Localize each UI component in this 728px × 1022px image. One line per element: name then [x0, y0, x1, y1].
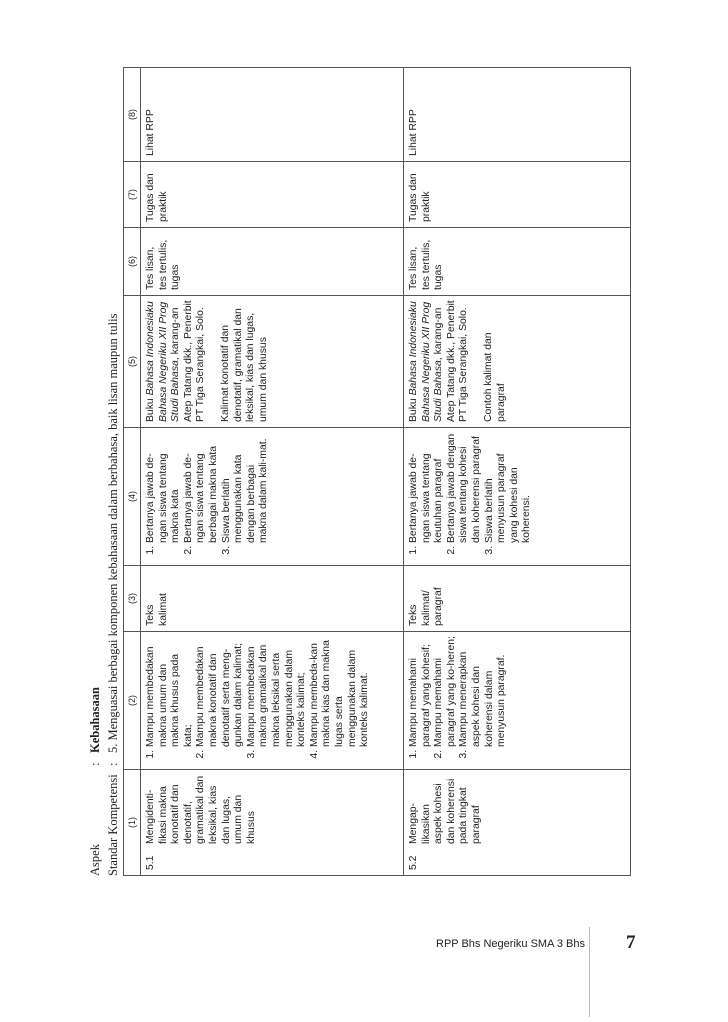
- kegiatan-item: 1. Bertanya jawab de-ngan siswa tentang makna kata: [145, 432, 183, 543]
- sumber-book-prefix: Buku: [408, 395, 419, 422]
- aspek-colon: :: [88, 762, 102, 766]
- page-number: 7: [626, 932, 636, 953]
- indikator-item: 3. Mampu membedakan makna gramatikal dan makna leksikal serta menggunakan dalam konteks kalimat;: [246, 636, 309, 747]
- column-number-row: [124, 68, 141, 876]
- kegiatan-item: 2. Bertanya jawab de-ngan siswa tentang berbagai makna kata: [183, 432, 221, 543]
- penilaian-cell: Tes lisan, tes tertulis, tugas: [141, 228, 404, 296]
- silabus-table: [123, 67, 631, 876]
- aspek-label: Aspek: [88, 844, 102, 876]
- standar-kompetensi-value: 5. Menguasai berbagai komponen kebahasaan dalam berbahasa, baik lisan maupun tulis: [106, 313, 120, 753]
- materi-cell: Teks kalimat/ paragraf: [404, 566, 631, 632]
- sumber-book: [145, 300, 208, 422]
- rotated-page-content: [85, 68, 593, 876]
- column-number: (3): [124, 566, 141, 632]
- indikator-item: 1. Mampu membedakan makna umum dan makna khusus pada kata;: [145, 636, 195, 747]
- column-number: (5): [124, 296, 141, 428]
- kegiatan-cell: [141, 428, 404, 566]
- kompetensi-dasar-cell: [141, 770, 404, 876]
- column-number: (6): [124, 228, 141, 296]
- indikator-item: 2. Mampu membedakan makna konotatif dan denotatif serta meng-gunkan dalam kalimat;: [195, 636, 245, 747]
- standar-kompetensi-colon: :: [106, 762, 120, 766]
- indikator-item: 1. Mampu memahami paragraf yang kohesif;: [408, 636, 433, 747]
- kd-number: 5.2: [408, 855, 419, 870]
- kd-text: Mengap-likasikan aspek kohesi dan koherensi pada tingkat paragraf: [408, 778, 482, 844]
- kd-number: 5.1: [145, 855, 156, 870]
- aspek-line: [85, 68, 105, 876]
- sumber-extra: Contoh kalimat dan paragraf: [482, 332, 507, 422]
- column-number: (1): [124, 770, 141, 876]
- table-row: [141, 68, 404, 876]
- standar-kompetensi-label: Standar Kompetensi: [106, 774, 120, 876]
- kegiatan-item: 1. Bertanya jawab de-ngan siswa tentang keutuhan paragraf: [408, 432, 446, 543]
- indikator-cell: [404, 632, 631, 770]
- sumber-book: [408, 300, 471, 422]
- kd-text: Mengidenti-fikasi makna konotatif dan denotatif, gramatikal dan leksikal, kias dan lugas, umum dan khusus: [145, 775, 257, 844]
- aspek-value: Kebahasaan: [88, 687, 102, 753]
- sumber-book-prefix: Buku: [145, 395, 156, 422]
- sumber-book-rest: , karang-an Atep Tatang dkk., Penerbit PT Tiga Serangkai, Solo.: [170, 300, 207, 422]
- indikator-item: 3. Mampu menerapkan aspek kohesi dan koherensi dalam menyusun paragraf.: [458, 636, 508, 747]
- sumber-book-title: Bahasa Indonesiaku Bahasa Negeriku XII Prog Studi Bahasa: [408, 301, 445, 422]
- footer-divider: [589, 927, 590, 1017]
- sumber-book-rest: , karang-an Atep Tatang dkk., Penerbit PT Tiga Serangkai, Solo.: [433, 300, 470, 422]
- sumber-book-title: Bahasa Indonesiaku Bahasa Negeriku XII Prog Studi Bahasa: [145, 301, 182, 422]
- kegiatan-item: 3. Siswa berlatih menggunakan kata dengan berbagai makna dalam kali-mat.: [221, 432, 271, 543]
- column-number: (8): [124, 68, 141, 162]
- keterangan-cell: Lihat RPP: [141, 68, 404, 162]
- indikator-item: 4. Mampu membeda-kan makna kias dan makna lugas serta menggunakan dalam konteks kalimat.: [309, 636, 372, 747]
- column-number: (2): [124, 632, 141, 770]
- document-header: [85, 68, 125, 876]
- kegiatan-item: 2. Bertanya jawab dengan siswa tentang kohesi dan koherensi paragraf: [446, 432, 484, 543]
- sumber-cell: [404, 296, 631, 428]
- table-row: [404, 68, 631, 876]
- kegiatan-cell: [404, 428, 631, 566]
- keterangan-cell: Lihat RPP: [404, 68, 631, 162]
- kegiatan-item: 3. Siswa berlatih menyusun paragraf yang kohesi dan koherensi.: [484, 432, 534, 543]
- footer-text: RPP Bhs Negeriku SMA 3 Bhs: [436, 938, 585, 950]
- materi-cell: Teks kalimat: [141, 566, 404, 632]
- sumber-extra: Kalimat konotatif dan denotatif, gramatikal dan leksikal, kias dan lugas, umum dan khusus: [219, 308, 269, 422]
- standar-kompetensi-line: [103, 68, 123, 876]
- bentuk-cell: Tugas dan praktik: [141, 162, 404, 228]
- indikator-item: 2. Mampu memahami paragraf yang ko-heren;: [433, 636, 458, 747]
- sumber-cell: [141, 296, 404, 428]
- kompetensi-dasar-cell: [404, 770, 631, 876]
- column-number: (4): [124, 428, 141, 566]
- indikator-cell: [141, 632, 404, 770]
- column-number: (7): [124, 162, 141, 228]
- bentuk-cell: Tugas dan praktik: [404, 162, 631, 228]
- penilaian-cell: Tes lisan, tes tertulis, tugas: [404, 228, 631, 296]
